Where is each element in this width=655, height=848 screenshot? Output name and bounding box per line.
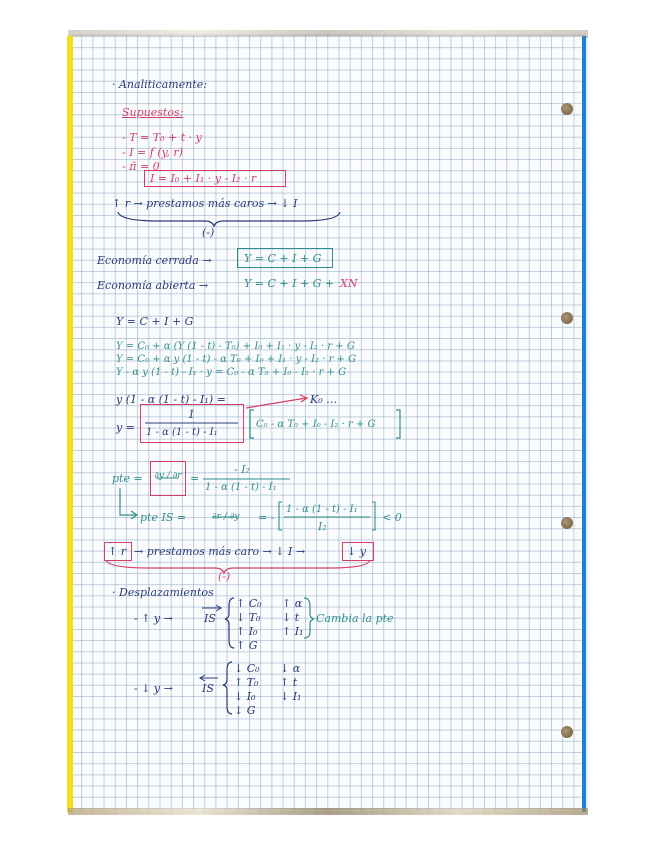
multiplier-denominator: 1 - α (1 - t) - I₁ — [146, 427, 218, 438]
derivation-line-2: Y = C₀ + α y (1 - t) - α T₀ + I₀ + I₁ · y - I₂ · r + G — [116, 354, 357, 365]
pte-denominator: 1 - α (1 - t) - I₁ — [205, 482, 277, 493]
shift-left-t: ↑ t — [280, 676, 298, 689]
rate-effect-2-sign: (-) — [218, 570, 231, 583]
rate-effect-sign: (-) — [202, 226, 215, 239]
derivation-line-1: Y = C₀ + α (Y (1 - t) - T₀) + I₀ + I₁ · y - I₂ · r + G — [116, 341, 355, 352]
supuestos-title: Supuestos: — [122, 106, 184, 119]
underbrace-rate-effect — [118, 212, 340, 226]
pte-numerator: - I₂ — [234, 463, 250, 476]
bracket-left — [250, 410, 254, 438]
is-slope-derivative: ∂r / ∂y — [212, 512, 240, 522]
shift-left-t0: ↑ T₀ — [234, 676, 259, 689]
identity: Y = C + I + G — [116, 315, 194, 328]
derivation-line-3: Y - α y (1 - t) - I₁ · y = C₀ - α T₀ + I₀ - I₂ · r + G — [116, 367, 347, 378]
is-slope-denominator: I₂ — [318, 520, 327, 533]
brace-shift-right — [225, 598, 234, 648]
shift-note: Cambia la pte — [316, 612, 394, 625]
pte-derivative: ∂y / ∂r — [154, 471, 182, 481]
open-economy-eq: Y = C + I + G + — [244, 277, 335, 290]
k0-label: K₀ … — [310, 393, 338, 406]
closed-economy-label: Economía cerrada → — [97, 254, 212, 267]
bracket-right — [396, 410, 400, 438]
output-down: ↓ y — [347, 545, 366, 558]
shift-right-label: - ↑ y → — [134, 612, 173, 625]
assumption-inflation: - π̄ = 0 — [122, 160, 160, 173]
rate-effect: ↑ r → prestamos más caros → ↓ I — [112, 197, 298, 210]
displacements-title: · Desplazamientos — [112, 586, 214, 599]
is-slope-equals: = - — [258, 511, 275, 524]
shift-right-is: IS — [204, 612, 216, 625]
heading: · Analiticamente: — [112, 78, 207, 91]
shift-left-i1: ↓ I₁ — [280, 690, 302, 703]
open-economy-xn: XN — [340, 277, 358, 290]
is-slope-tail: < 0 — [382, 511, 402, 524]
assumption-investment: - I = f (y, r) — [122, 146, 183, 159]
shift-left-is: IS — [202, 682, 214, 695]
shift-right-t0: ↓ T₀ — [236, 611, 261, 624]
open-economy-label: Economía abierta → — [97, 279, 209, 292]
shift-right-t: ↓ t — [282, 611, 300, 624]
pte-connector — [120, 488, 136, 515]
shift-left-alpha: ↓ α — [280, 662, 301, 675]
closed-economy-eq: Y = C + I + G — [244, 252, 322, 265]
arrow-to-k0 — [246, 398, 306, 408]
shift-left-g: ↓ G — [234, 704, 256, 717]
underbrace-rate-effect-2 — [106, 560, 370, 573]
brace-shift-left — [223, 662, 232, 714]
assumption-tax: - T = T₀ + t · y — [122, 131, 202, 144]
pte-equals: = — [190, 472, 200, 485]
rate-effect-2: → prestamos más caro → ↓ I → — [134, 545, 306, 558]
shift-right-c0: ↑ C₀ — [236, 597, 262, 610]
shift-left-c0: ↓ C₀ — [234, 662, 260, 675]
pte-label: pte = — [112, 472, 143, 485]
rate-up: ↑ r — [108, 545, 126, 558]
investment-boxed-eq: I = I₀ + I₁ · y - I₂ · r — [150, 172, 257, 185]
multiplier-numerator: 1 — [188, 408, 195, 421]
is-slope-label: pte IS = — [140, 511, 187, 524]
multiplier-label: y = — [116, 421, 135, 434]
shift-right-alpha: ↑ α — [282, 597, 303, 610]
is-bracket-right — [372, 502, 375, 530]
is-bracket-left — [279, 502, 282, 530]
factor-line: y (1 - α (1 - t) - I₁) = — [116, 393, 226, 406]
is-slope-numerator: 1 - α (1 - t) - I₁ — [286, 504, 358, 515]
shift-left-label: - ↓ y → — [134, 682, 173, 695]
shift-right-i0: ↑ I₀ — [236, 625, 258, 638]
shift-right-g: ↑ G — [236, 639, 258, 652]
bracket-terms: C₀ - α T₀ + I₀ - I₂ · r + G — [256, 419, 376, 430]
brace-shift-note — [304, 598, 314, 638]
shift-right-i1: ↑ I₁ — [282, 625, 304, 638]
shift-left-i0: ↓ I₀ — [234, 690, 256, 703]
